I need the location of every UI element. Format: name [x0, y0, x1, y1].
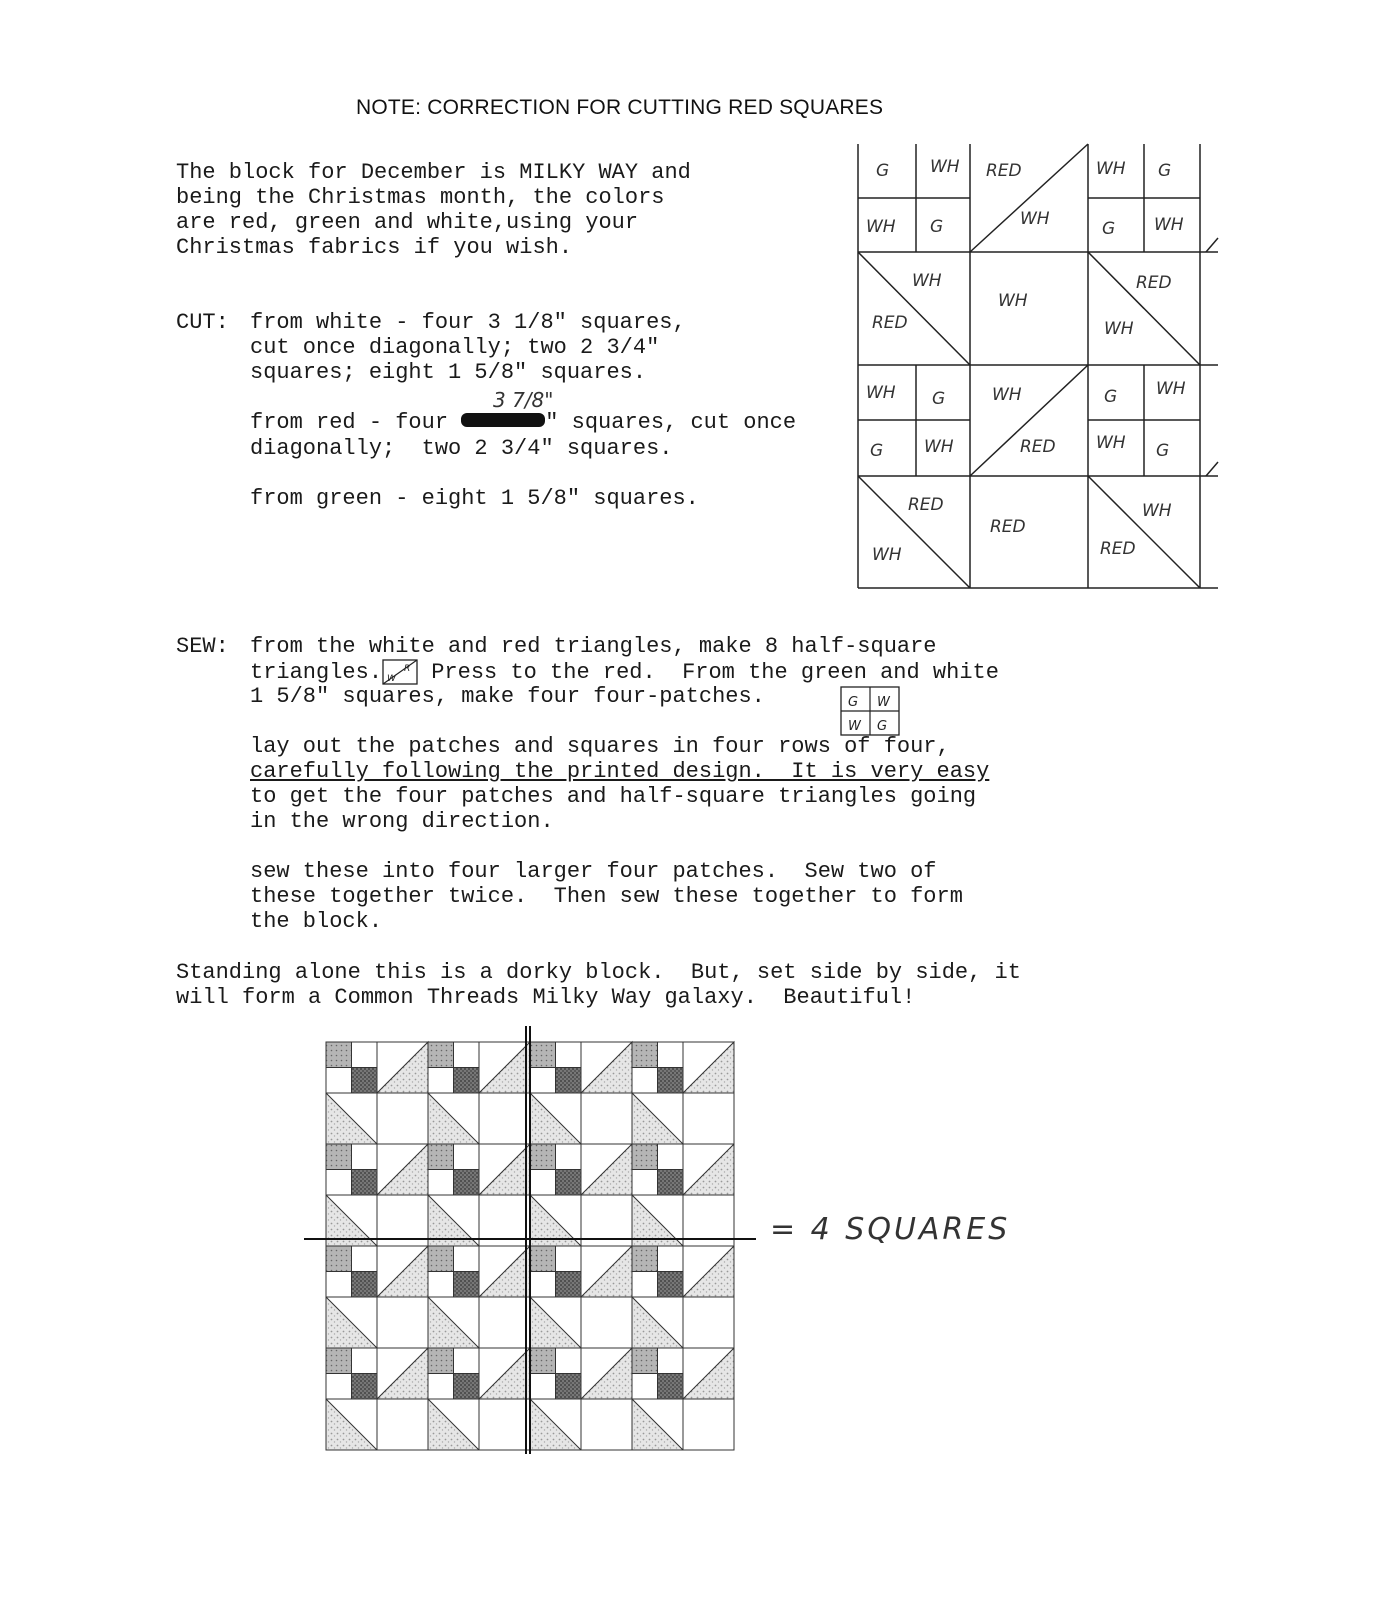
closing-line: Standing alone this is a dorky block. But, set side by side, it	[176, 960, 1021, 985]
four-patch-square	[428, 1272, 454, 1298]
four-patch-square	[352, 1272, 378, 1298]
four-patch-square	[632, 1348, 658, 1374]
intro-line: Christmas fabrics if you wish.	[176, 235, 573, 260]
four-patch-square	[632, 1068, 658, 1094]
four-patch-square	[658, 1348, 684, 1374]
sew-line: in the wrong direction.	[250, 809, 554, 834]
correction-note-heading: NOTE: CORRECTION FOR CUTTING RED SQUARES	[356, 96, 884, 119]
label-wh: WH	[1020, 209, 1050, 229]
four-patch-square	[658, 1374, 684, 1400]
four-patch-square	[428, 1170, 454, 1196]
fp-g: G	[877, 719, 888, 734]
label-g: G	[1156, 441, 1170, 461]
four-patch-square	[632, 1170, 658, 1196]
label-wh: WH	[992, 385, 1022, 405]
four-patch-square	[454, 1348, 480, 1374]
label-wh: WH	[998, 291, 1028, 311]
plain-square	[581, 1093, 632, 1144]
sew-label: SEW:	[176, 634, 229, 659]
four-patch-square	[428, 1246, 454, 1272]
four-patch-square	[454, 1374, 480, 1400]
four-patch-square	[632, 1246, 658, 1272]
cut-red-line	[250, 410, 796, 436]
label-g: G	[1102, 219, 1116, 239]
four-patch-square	[326, 1348, 352, 1374]
four-patch-square	[530, 1042, 556, 1068]
label-red: RED	[990, 517, 1026, 537]
handwritten-correction: 3 7/8"	[493, 388, 554, 412]
sew-line	[250, 659, 999, 685]
four-patch-square	[556, 1348, 582, 1374]
four-patch-square	[326, 1374, 352, 1400]
sew-line: to get the four patches and half-square triangles going	[250, 784, 977, 809]
four-patch-square	[352, 1348, 378, 1374]
four-patch-square	[530, 1170, 556, 1196]
cut-red-line: diagonally; two 2 3/4" squares.	[250, 436, 673, 461]
four-patch-square	[658, 1246, 684, 1272]
intro-line: being the Christmas month, the colors	[176, 185, 665, 210]
four-patch-square	[556, 1374, 582, 1400]
label-wh: WH	[930, 157, 960, 177]
label-g: G	[932, 389, 946, 409]
four-patch-square	[530, 1144, 556, 1170]
sew-line: from the white and red triangles, make 8 half-square	[250, 634, 937, 659]
four-patch-icon	[840, 686, 902, 738]
plain-square	[683, 1399, 734, 1450]
closing-line: will form a Common Threads Milky Way galaxy. Beautiful!	[176, 985, 916, 1010]
four-patch-square	[632, 1374, 658, 1400]
plain-square	[479, 1297, 530, 1348]
four-patch-square	[428, 1042, 454, 1068]
label-red: RED	[1020, 437, 1056, 457]
four-patch-square	[658, 1144, 684, 1170]
four-patch-square	[530, 1246, 556, 1272]
label-red: RED	[1100, 539, 1136, 559]
plain-square	[479, 1399, 530, 1450]
four-patch-square	[352, 1246, 378, 1272]
label-g: G	[930, 217, 944, 237]
cut-green-line: from green - eight 1 5/8" squares.	[250, 486, 699, 511]
label-wh: WH	[924, 437, 954, 457]
cut-label: CUT:	[176, 310, 229, 335]
label-red: RED	[872, 313, 908, 333]
label-wh: WH	[866, 217, 896, 237]
four-patch-square	[454, 1170, 480, 1196]
milky-way-quilt-diagram	[300, 1024, 760, 1456]
sew-line: lay out the patches and squares in four rows of four,	[250, 734, 950, 759]
four-patch-square	[530, 1068, 556, 1094]
four-patch-square	[556, 1170, 582, 1196]
label-wh: WH	[866, 383, 896, 403]
label-g: G	[1104, 387, 1118, 407]
four-patch-square	[454, 1272, 480, 1298]
label-wh: WH	[1096, 433, 1126, 453]
four-patch-square	[352, 1042, 378, 1068]
half-square-triangle-icon	[382, 659, 418, 685]
four-patch-square	[632, 1272, 658, 1298]
four-patch-square	[658, 1272, 684, 1298]
cut-white-line: squares; eight 1 5/8" squares.	[250, 360, 647, 385]
label-wh: WH	[1104, 319, 1134, 339]
label-wh: WH	[1096, 159, 1126, 179]
cut-red-text: from red - four	[250, 410, 462, 435]
label-wh: WH	[1156, 379, 1186, 399]
four-patch-square	[454, 1068, 480, 1094]
four-patch-square	[326, 1068, 352, 1094]
four-patch-square	[352, 1068, 378, 1094]
plain-square	[479, 1093, 530, 1144]
plain-square	[377, 1093, 428, 1144]
sew-line: the block.	[250, 909, 383, 934]
four-patch-square	[428, 1068, 454, 1094]
label-red: RED	[986, 161, 1022, 181]
label-g: G	[1158, 161, 1172, 181]
label-g: G	[876, 161, 890, 181]
four-patch-square	[326, 1042, 352, 1068]
four-patch-square	[556, 1068, 582, 1094]
four-patch-square	[632, 1144, 658, 1170]
sew-line: carefully following the printed design. It is very easy	[250, 759, 990, 784]
four-patch-square	[454, 1144, 480, 1170]
hst-icon-w: W	[387, 674, 396, 684]
label-g: G	[870, 441, 884, 461]
four-patch-square	[530, 1348, 556, 1374]
sew-line: 1 5/8" squares, make four four-patches.	[250, 684, 765, 709]
sew-line: sew these into four larger four patches. Sew two of	[250, 859, 937, 884]
four-patch-square	[556, 1144, 582, 1170]
plain-square	[377, 1399, 428, 1450]
four-patch-square	[632, 1042, 658, 1068]
label-wh: WH	[872, 545, 902, 565]
four-patch-square	[530, 1272, 556, 1298]
hst-icon-r: R	[404, 664, 411, 674]
block-layout-diagram	[850, 140, 1230, 596]
four-patch-square	[658, 1042, 684, 1068]
fp-w: W	[848, 719, 861, 734]
four-patch-square	[556, 1246, 582, 1272]
intro-line: The block for December is MILKY WAY and	[176, 160, 691, 185]
plain-square	[683, 1093, 734, 1144]
fp-g: G	[848, 695, 859, 710]
cut-white-line: cut once diagonally; two 2 3/4"	[250, 335, 660, 360]
intro-line: are red, green and white,using your	[176, 210, 639, 235]
label-wh: WH	[912, 271, 942, 291]
four-patch-square	[454, 1042, 480, 1068]
equals-four-squares-note: = 4 SQUARES	[770, 1212, 1011, 1247]
four-patch-square	[326, 1272, 352, 1298]
four-patch-square	[530, 1374, 556, 1400]
plain-square	[683, 1297, 734, 1348]
four-patch-square	[658, 1068, 684, 1094]
four-patch-square	[326, 1144, 352, 1170]
cut-white-line: from white - four 3 1/8" squares,	[250, 310, 686, 335]
cut-red-text: " squares, cut once	[545, 410, 797, 435]
four-patch-square	[428, 1374, 454, 1400]
plain-square	[581, 1297, 632, 1348]
label-red: RED	[1136, 273, 1172, 293]
fp-w: W	[877, 695, 890, 710]
label-wh: WH	[1154, 215, 1184, 235]
label-red: RED	[908, 495, 944, 515]
plain-square	[581, 1399, 632, 1450]
four-patch-square	[658, 1170, 684, 1196]
four-patch-square	[428, 1348, 454, 1374]
four-patch-square	[352, 1144, 378, 1170]
four-patch-square	[556, 1272, 582, 1298]
four-patch-square	[556, 1042, 582, 1068]
sew-text: Press to the red. From the green and white	[418, 659, 999, 685]
sew-text: triangles.	[250, 659, 383, 685]
four-patch-square	[454, 1246, 480, 1272]
sew-line: these together twice. Then sew these together to form	[250, 884, 963, 909]
four-patch-square	[352, 1374, 378, 1400]
four-patch-square	[326, 1170, 352, 1196]
label-wh: WH	[1142, 501, 1172, 521]
plain-square	[377, 1297, 428, 1348]
four-patch-square	[428, 1144, 454, 1170]
four-patch-square	[326, 1246, 352, 1272]
redacted-measurement	[461, 413, 545, 427]
four-patch-square	[352, 1170, 378, 1196]
